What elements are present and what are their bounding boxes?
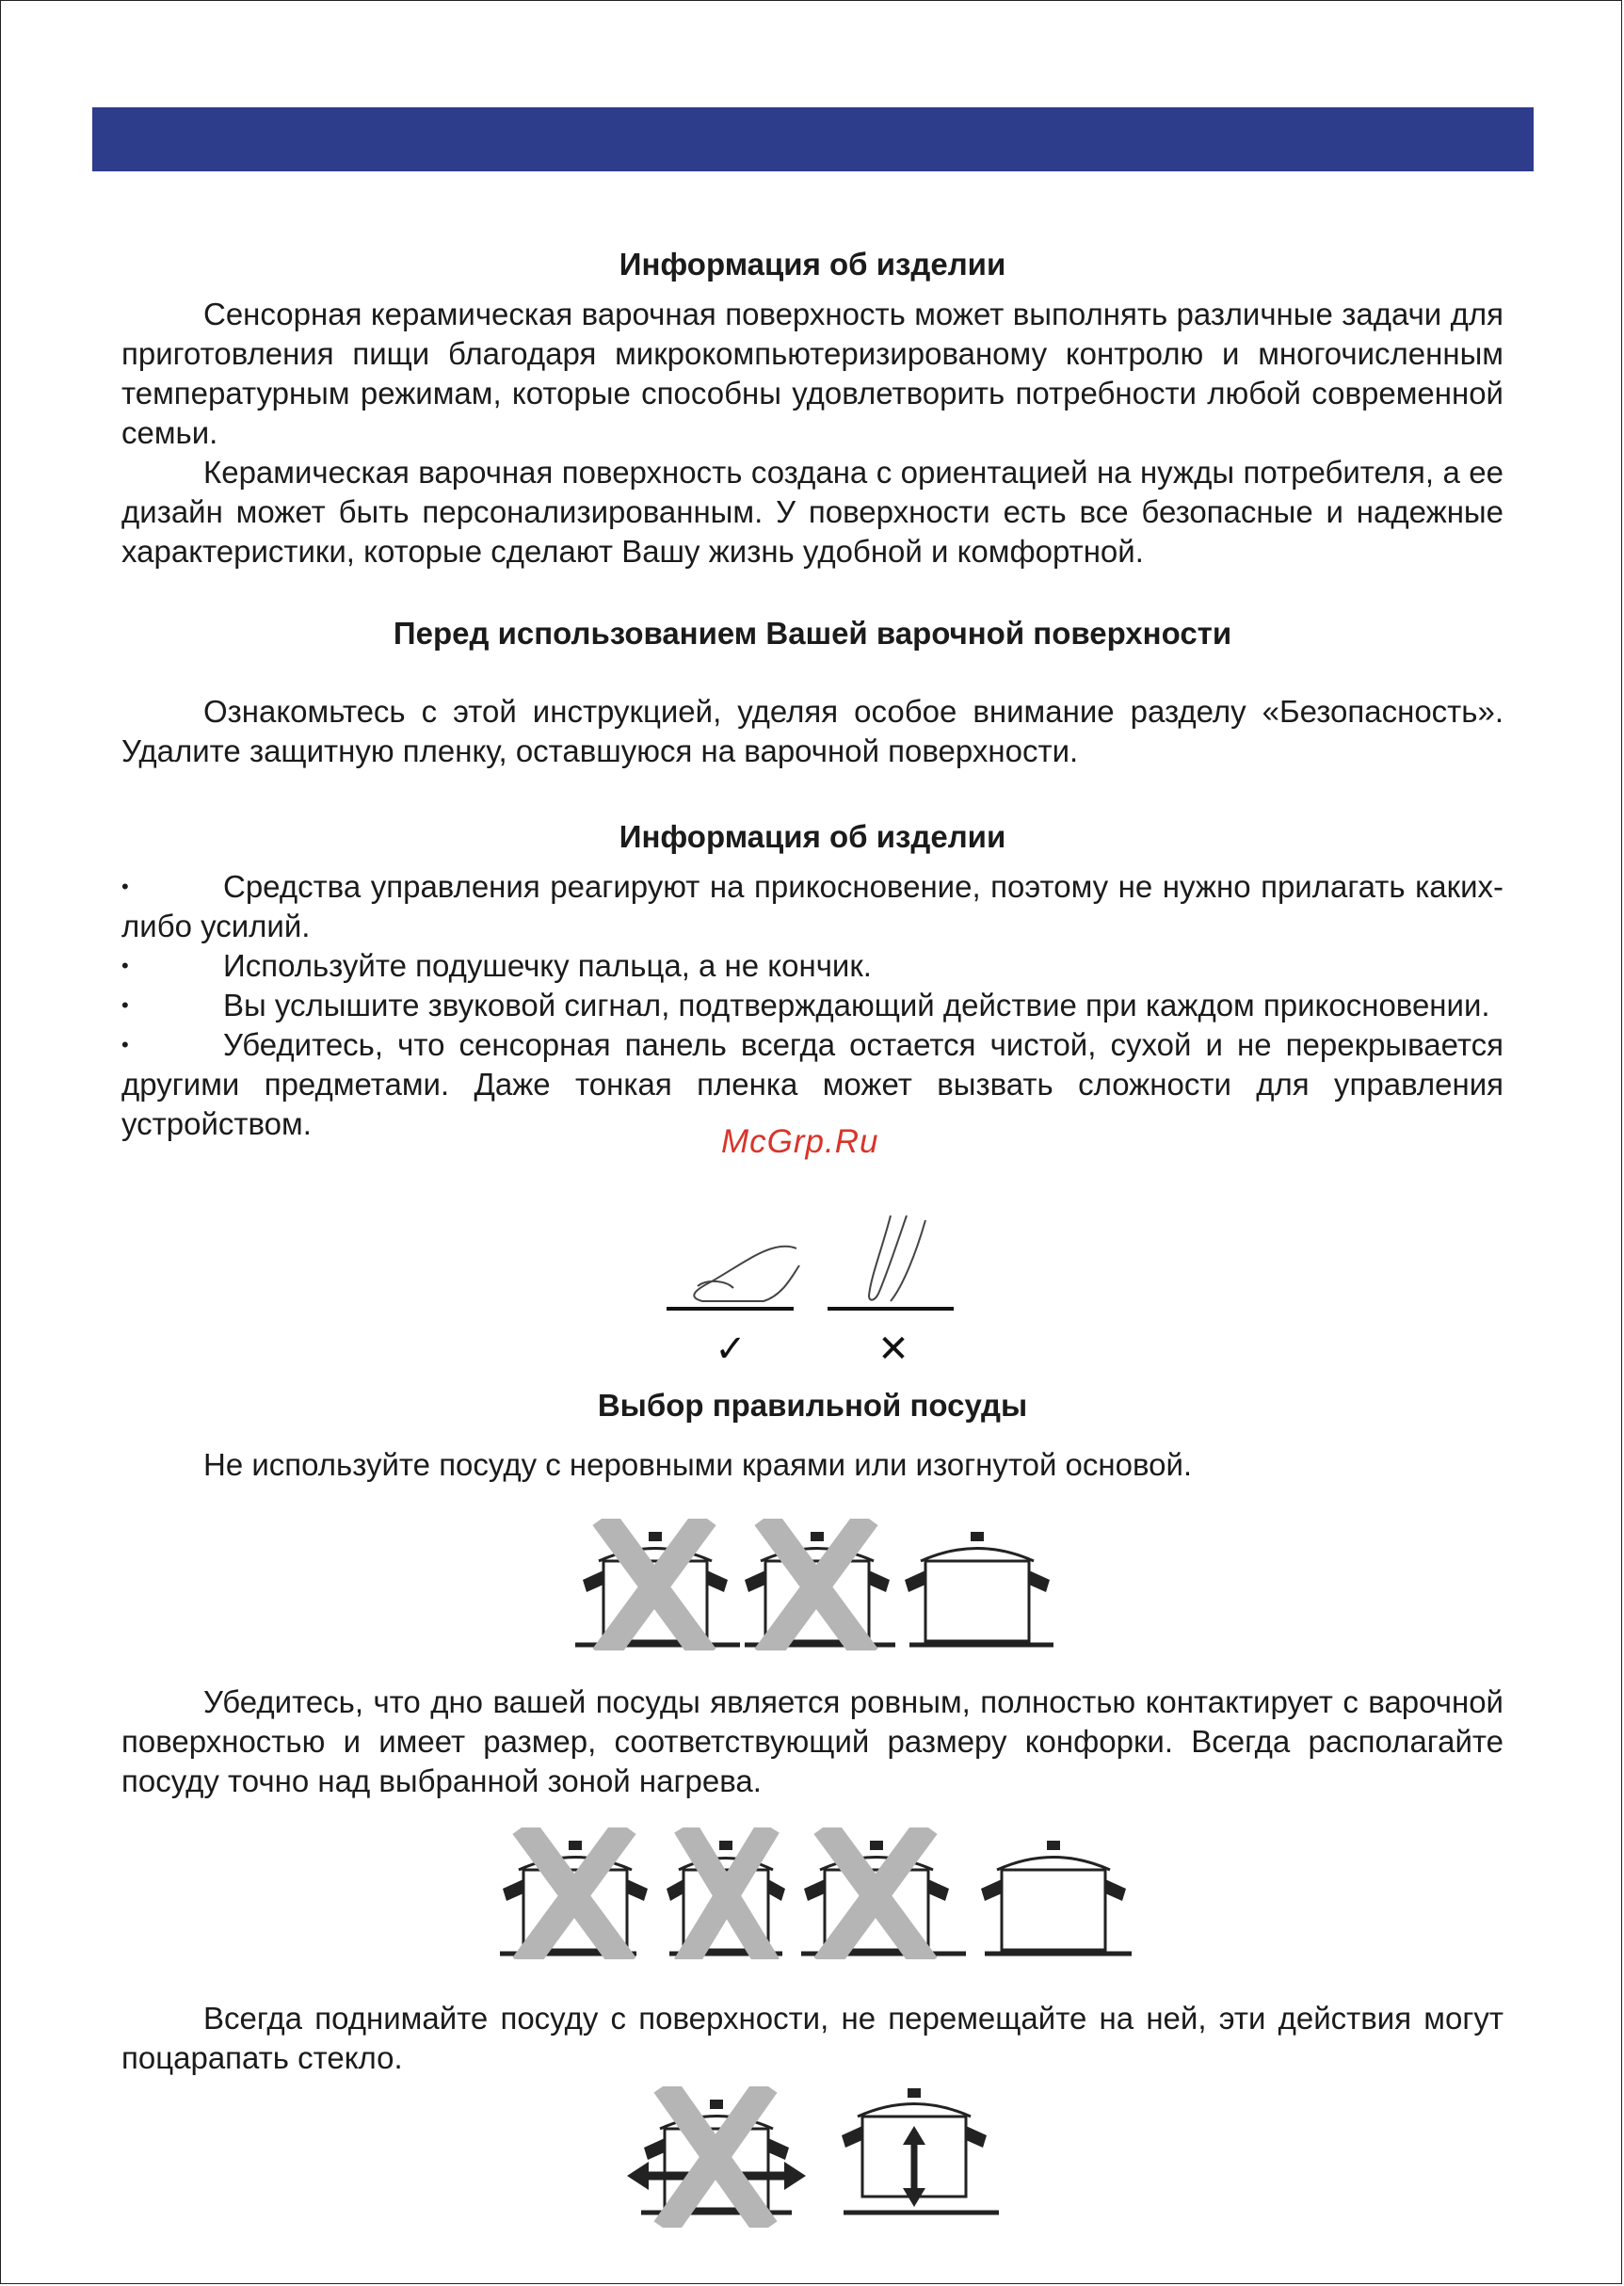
bullet-list	[121, 867, 1503, 1144]
list-item: • Убедитесь, что сенсорная панель всегда остается чистой, сухой и не перекрывается другими предметами. Даже тонкая пленка может вызвать сложности для управления устройством.	[121, 1027, 1503, 1141]
paragraph-intro: Сенсорная керамическая варочная поверхность может выполнять различные задачи для приготовления пищи благодаря микрокомпьютеризированому контролю и многочисленным температурным режимам, которые способны удовлетворить потребности любой современной семьи.	[121, 297, 1503, 450]
heading-product-info-2: Информация об изделии	[619, 819, 1006, 854]
content-lift	[121, 1999, 1503, 2078]
check-icon: ✓	[715, 1328, 747, 1366]
header-bar	[92, 107, 1534, 171]
content-flat-bottom	[121, 1682, 1503, 1801]
pot-icon	[981, 1841, 1132, 1954]
paragraph-uneven: Не используйте посуду с неровными краями или изогнутой основой.	[203, 1447, 1193, 1482]
bullet-dot: •	[121, 1033, 129, 1056]
pots-row-2	[495, 1827, 1135, 1964]
pot-icon	[905, 1532, 1053, 1645]
cross-icon: ✕	[877, 1328, 909, 1366]
paragraph-before-use: Ознакомьтесь с этой инструкцией, уделяя особое внимание разделу «Безопасность». Удалите защитную пленку, оставшуюся на варочной поверхности.	[121, 694, 1503, 768]
paragraph-lift: Всегда поднимайте посуду с поверхности, не перемещайте на ней, эти действия могут поцарапать стекло.	[121, 2001, 1503, 2075]
bullet-dot: •	[121, 993, 129, 1017]
paragraph-design: Керамическая варочная поверхность создана с ориентацией на нужды потребителя, а ее дизайн может быть персонализированным. У поверхности есть все безопасные и надежные характеристики, которые сделают Вашу жизнь удобной и комфортной.	[121, 455, 1503, 569]
content-cookware	[121, 1385, 1503, 1485]
pots-row-1	[575, 1519, 1055, 1655]
bullet-dot: •	[121, 954, 129, 977]
finger-illustration	[660, 1211, 961, 1371]
bullet-dot: •	[121, 875, 129, 898]
content	[121, 244, 1503, 1144]
heading-product-info: Информация об изделии	[619, 247, 1006, 282]
list-item: • Вы услышите звуковой сигнал, подтверждающий действие при каждом прикосновении.	[121, 986, 1503, 1025]
list-item: • Средства управления реагируют на прикосновение, поэтому не нужно прилагать каких-либо усилий.	[121, 869, 1503, 943]
heading-before-use: Перед использованием Вашей варочной поверхности	[393, 616, 1232, 651]
pots-row-3	[622, 2086, 1004, 2232]
paragraph-flat-bottom: Убедитесь, что дно вашей посуды является ровным, полностью контактирует с варочной поверхностью и имеет размер, соответствующий размеру конфорки. Всегда располагайте посуду точно над выбранной зоной нагрева.	[121, 1684, 1503, 1798]
watermark: McGrp.Ru	[721, 1123, 879, 1160]
list-item: • Используйте подушечку пальца, а не кончик.	[121, 946, 1503, 986]
heading-cookware: Выбор правильной посуды	[597, 1388, 1028, 1423]
